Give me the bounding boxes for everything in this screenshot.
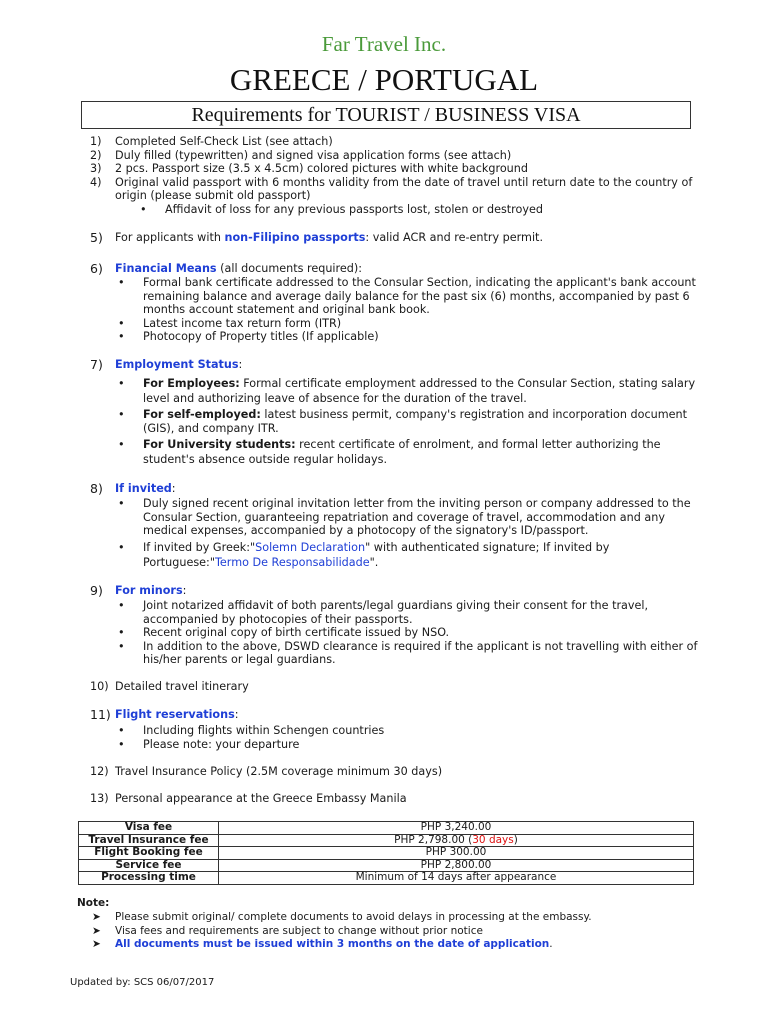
insurance-days: 30 days [472, 833, 514, 846]
arrow-bullet-icon: ➤ [92, 911, 101, 923]
fee-value: PHP 2,800.00 [219, 859, 694, 872]
bullet-icon: • [118, 276, 125, 289]
non-filipino-emphasis: non-Filipino passports [224, 231, 366, 244]
bullet-icon: • [118, 497, 125, 510]
bullet-item: • Formal bank certificate addressed to the Consular Section, indicating the applicant's bank account remaining balance and average daily balance for the past six (6) months, accompanied by past 6 months account statement and original bank book. [118, 276, 696, 316]
bullet-item: • In addition to the above, DSWD clearance is required if the applicant is not travelling with either of his/her parents or legal guardians. [118, 639, 698, 666]
list-item: ➤ Visa fees and requirements are subject to change without prior notice [92, 924, 483, 937]
table-row [79, 872, 694, 885]
table-row [79, 822, 694, 835]
bullet-icon: • [118, 626, 125, 639]
bullet-item: • Please note: your departure [118, 737, 300, 751]
fee-label: Visa fee [79, 822, 219, 835]
bullet-list [140, 202, 725, 217]
fee-value: PHP 300.00 [219, 847, 694, 860]
arrow-bullet-icon: ➤ [92, 938, 101, 950]
bullet-icon: • [118, 316, 125, 330]
bullet-list [118, 497, 703, 571]
list-item: ➤ All documents must be issued within 3 months on the date of application. [92, 938, 553, 950]
bullet-icon: • [118, 540, 125, 554]
bullet-item: • Latest income tax return form (ITR) [118, 316, 342, 330]
bullet-icon: • [118, 599, 125, 612]
bullet-list [118, 276, 703, 344]
termo-responsabilidade-link[interactable]: Termo De Responsabilidade [214, 556, 370, 569]
bullet-item: • For self-employed: latest business permit, company's registration and incorporation document (GIS), and company ITR. [118, 407, 687, 435]
bullet-icon: • [118, 639, 125, 653]
section-heading: Employment Status [115, 358, 239, 371]
updated-by: Updated by: SCS 06/07/2017 [70, 977, 215, 988]
table-row [79, 859, 694, 872]
bullet-icon: • [118, 407, 125, 421]
fees-table [78, 821, 694, 885]
bullet-item: • For University students: recent certificate of enrolment, and formal letter authorizing the student's absence outside regular holidays. [118, 438, 661, 466]
bullet-item: • Recent original copy of birth certificate issued by NSO. [118, 626, 450, 639]
list-item: ➤ Please submit original/ complete documents to avoid delays in processing at the embassy. [92, 911, 592, 923]
company-name: Far Travel Inc. [321, 32, 447, 56]
notes-list [92, 911, 692, 952]
fee-value: PHP 2,798.00 (30 days) [219, 834, 694, 847]
table-row [79, 834, 694, 847]
solemn-declaration-link[interactable]: Solemn Declaration [255, 540, 366, 554]
country-title: GREECE / PORTUGAL [229, 62, 539, 97]
bullet-list [118, 724, 703, 751]
fee-label: Travel Insurance fee [79, 834, 219, 847]
bullet-icon: • [118, 438, 125, 451]
fee-label: Flight Booking fee [79, 847, 219, 860]
table-row [79, 847, 694, 860]
bullet-item: • Affidavit of loss for any previous passports lost, stolen or destroyed [140, 202, 543, 216]
bullet-list [118, 599, 703, 667]
fee-label: Processing time [79, 872, 219, 885]
section-heading: For minors [115, 584, 183, 597]
bullet-item: • Joint notarized affidavit of both parents/legal guardians giving their consent for the travel, accompanied by photocopies of their passports. [118, 599, 649, 626]
bullet-item: • For Employees: Formal certificate employment addressed to the Consular Section, stating salary level and authorizing leave of absence for the duration of the travel. [118, 377, 696, 405]
bullet-item: • Photocopy of Property titles (If applicable) [118, 330, 379, 343]
section-heading: Flight reservations [115, 708, 235, 721]
fee-value: Minimum of 14 days after appearance [219, 872, 694, 885]
requirements-title-box: Requirements for TOURIST / BUSINESS VISA [81, 101, 691, 129]
documents-validity-note: All documents must be issued within 3 months on the date of application [115, 938, 550, 950]
bullet-icon: • [118, 377, 125, 390]
fee-value: PHP 3,240.00 [219, 822, 694, 835]
section-heading: If invited [115, 482, 172, 495]
bullet-item: • Including flights within Schengen countries [118, 724, 385, 737]
bullet-item: • If invited by Greek:"Solemn Declaration" with authenticated signature; If invited by Portuguese:"Termo De Responsabilidade". [118, 540, 610, 569]
bullet-item: • Duly signed recent original invitation letter from the inviting person or company addressed to the Consular Section, guaranteeing repatriation and coverage of travel, accommodation and any medical expenses, accompanied by a photocopy of the signatory's ID/passport. [118, 497, 691, 537]
fee-label: Service fee [79, 859, 219, 872]
bullet-icon: • [118, 724, 125, 737]
bullet-icon: • [118, 330, 125, 343]
bullet-list [118, 377, 703, 467]
arrow-bullet-icon: ➤ [92, 924, 101, 937]
section-heading: Financial Means [115, 262, 217, 275]
bullet-icon: • [140, 202, 147, 216]
note-label: Note: [77, 897, 110, 909]
bullet-icon: • [118, 737, 125, 751]
